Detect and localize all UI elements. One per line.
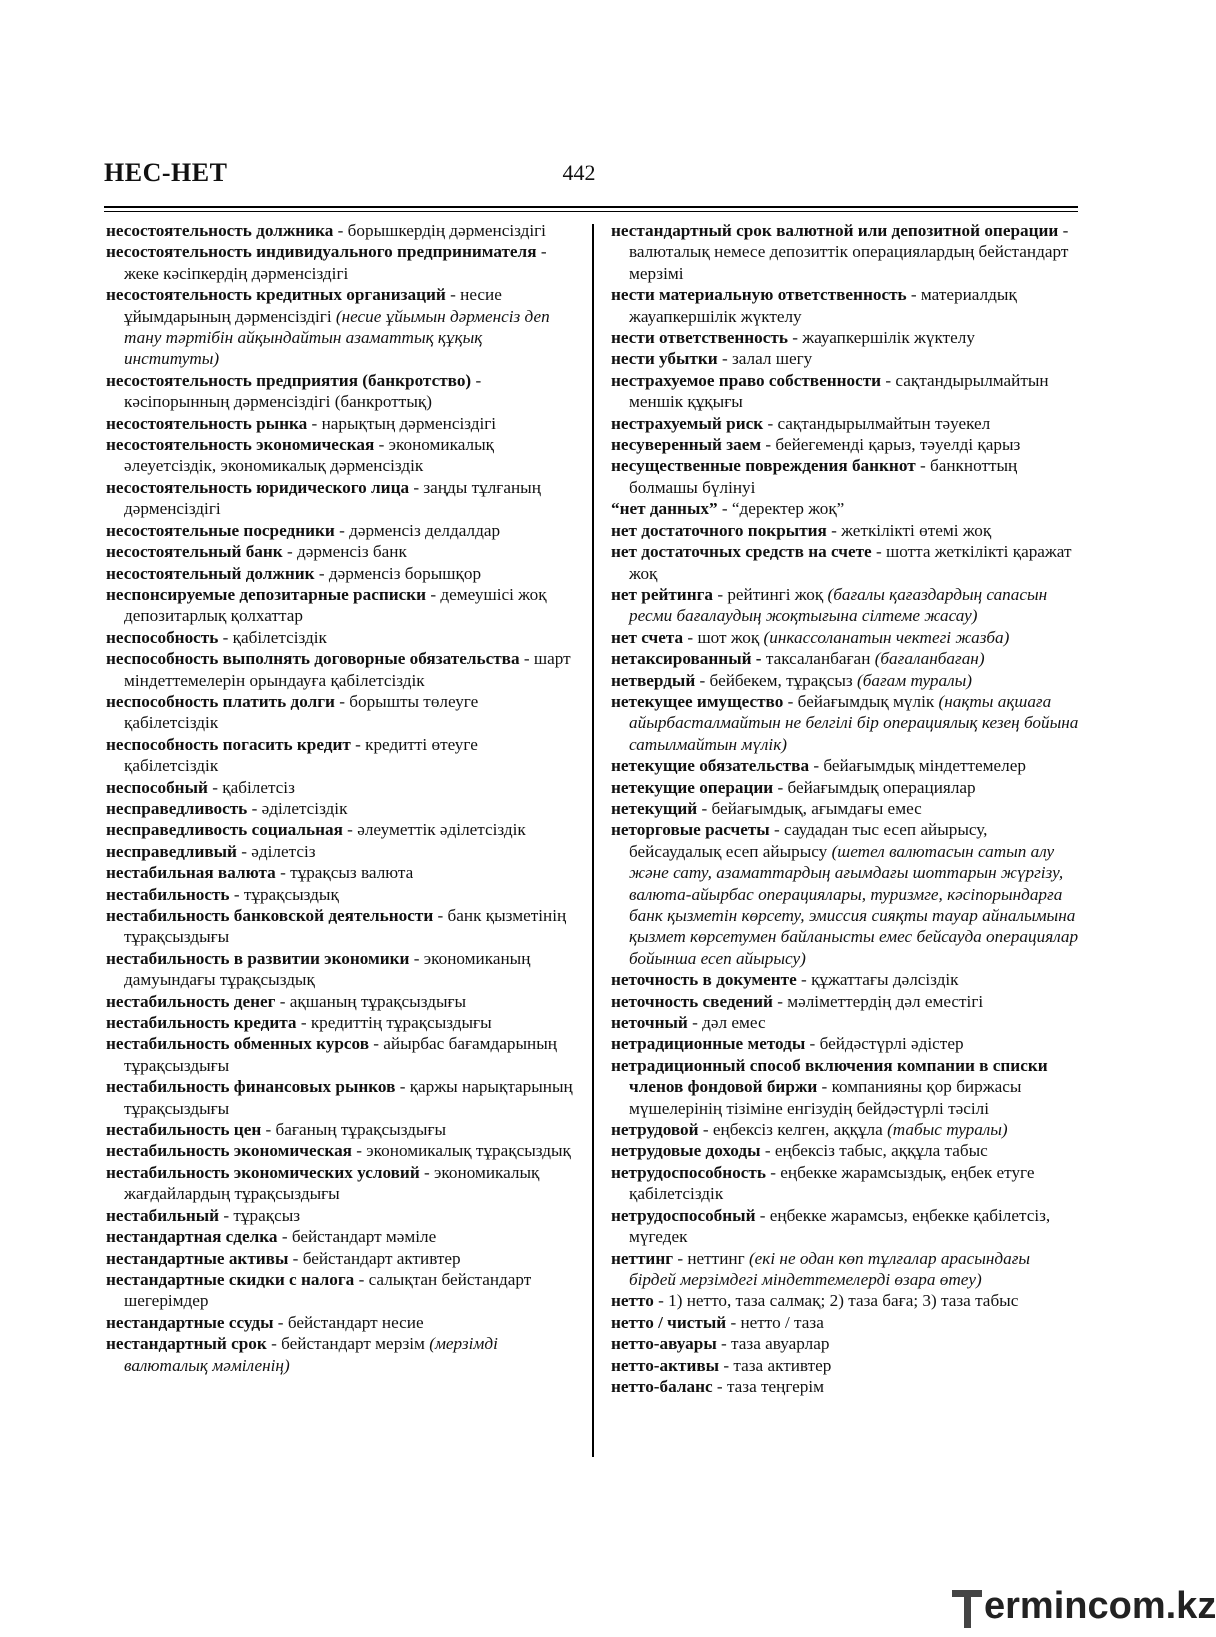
entry-term: нестабильность цен [106,1120,262,1140]
entry-definition: - дәрменсіз делдалдар [334,520,501,540]
entry-definition: - борышты төлеуге қабілетсіздік [124,691,479,733]
dictionary-entry [106,520,576,541]
dictionary-entry [611,1012,1081,1033]
dictionary-entry [106,1076,576,1119]
entry-term: нетрудоспособность [611,1162,766,1182]
dictionary-entry [611,284,1081,327]
dictionary-entry [611,1119,1081,1140]
dictionary-entry [106,884,576,905]
entry-term: несостоятельность предприятия (банкротство) [106,370,472,390]
entry-term: нестандартная сделка [106,1227,278,1247]
entry-term: нестабильность экономических условий [106,1162,420,1182]
entry-definition: - валюталық немесе депозиттік операциялардың бейстандарт мерзімі [629,221,1069,283]
entry-definition: - экономикалық жағдайлардың тұрақсыздығы [124,1162,540,1204]
entry-term: несправедливость социальная [106,820,343,840]
entry-definition: - еңбекке жарамсыз, еңбекке қабілетсіз, мүгедек [629,1205,1051,1247]
dictionary-entry [106,948,576,991]
dictionary-entry [611,455,1081,498]
dictionary-entry [611,584,1081,627]
dictionary-entry [106,819,576,840]
dictionary-entry [106,541,576,562]
dictionary-entry [106,1248,576,1269]
entry-definition: - шарт міндеттемелерін орындауға қабілетсіздік [124,649,571,690]
dictionary-entry [106,798,576,819]
entry-term: нетекущее имущество [611,691,784,711]
entry-term: нет счета [611,627,684,647]
entry-note: (бағалы қағаздардың сапасын ресми бағалаудың жоқтығына сілтеме жасау) [629,584,1048,626]
dictionary-entry [106,648,576,691]
entry-definition: - бейағымдық операциялар [773,777,976,797]
entry-term: неспособность платить долги [106,691,335,711]
entry-term: неточный [611,1013,688,1033]
entry-definition: - дәрменсіз борышқор [314,563,482,583]
dictionary-entry [106,1226,576,1247]
entry-definition: - несие ұйымдарының дәрменсіздігі [124,285,502,326]
entry-term: нет рейтинга [611,584,714,604]
dictionary-entry [106,691,576,734]
dictionary-entry [611,691,1081,755]
entry-term: несущественные повреждения банкнот [611,456,916,476]
entry-term: нестабильность обменных курсов [106,1034,369,1054]
entry-term: нестабильность экономическая [106,1141,352,1161]
dictionary-entry [611,670,1081,691]
entry-definition: - кредиттің тұрақсыздығы [296,1013,492,1033]
entry-term: нетвердый [611,670,696,690]
dictionary-entry [106,1205,576,1226]
dictionary-entry [611,648,1081,669]
entry-definition: - еңбексіз келген, аққұла [698,1120,888,1140]
entry-term: нетрудоспособный [611,1205,756,1225]
entry-term: нестандартный срок [106,1334,267,1354]
dictionary-entry [106,627,576,648]
entry-definition: - “деректер жоқ” [717,499,845,519]
terminkom-watermark [952,1580,1216,1628]
entry-term: нет достаточного покрытия [611,520,827,540]
entry-definition: - борышкердің дәрменсіздігі [333,221,546,240]
entry-definition: - әділетсіз [236,841,316,861]
entry-definition: - бейбекем, тұрақсыз [695,670,858,690]
entry-definition: - дәрменсіз банк [282,542,407,562]
entry-term: несостоятельность рынка [106,413,308,433]
entry-definition: - бейстандарт несие [273,1312,424,1332]
dictionary-entry [611,627,1081,648]
dictionary-entry [611,1162,1081,1205]
header-rule-thin [104,211,1078,212]
entry-term: несостоятельность индивидуального предпринимателя [106,242,537,262]
entry-definition: - нарықтың дәрменсіздігі [307,413,497,433]
dictionary-entry [611,777,1081,798]
dictionary-entry [611,370,1081,413]
entry-definition: - бейстандарт активтер [288,1248,461,1268]
entry-term: нестрахуемое право собственности [611,370,882,390]
entry-definition: - неттинг [673,1248,749,1268]
dictionary-entry [106,1033,576,1076]
entry-definition: - мәліметтердің дәл еместігі [772,991,984,1011]
entry-definition: - таза теңгерім [712,1376,825,1396]
dictionary-entry [611,220,1081,284]
entry-definition: - кәсіпорынның дәрменсіздігі (банкроттық) [124,370,482,412]
dictionary-entry [611,1312,1081,1333]
entry-definition: - компанияны қор биржасы мүшелерінің тізіміне енгізудің бейдәстүрлі тәсілі [629,1077,1022,1118]
entry-term: несостоятельность юридического лица [106,477,410,497]
entry-term: нетрудовой [611,1120,699,1140]
dictionary-entry [611,991,1081,1012]
entry-definition: - қабілетсіз [207,777,295,797]
entry-definition: - шот жоқ [683,627,764,647]
entry-note: (табыс туралы) [887,1120,1008,1140]
entry-term: неспонсируемые депозитарные расписки [106,584,427,604]
dictionary-entry [106,584,576,627]
entry-definition: - бейегемендi қарыз, тәуелдi қарыз [761,435,1021,455]
entry-term: неспособность [106,627,219,647]
entry-term: нестандартные скидки с налога [106,1269,355,1289]
entry-term: нестабильность в развитии экономики [106,948,410,968]
entry-term: нестабильность кредита [106,1013,297,1033]
entry-definition: - материалдық жауапкершілік жүктелу [629,285,1017,326]
entry-term: несправедливый [106,841,237,861]
entry-term: несостоятельные посредники [106,520,335,540]
dictionary-entry [611,348,1081,369]
entry-term: несостоятельность кредитных организаций [106,285,446,305]
entry-note: (бағам туралы) [857,670,972,690]
entry-term: нетто [611,1291,654,1311]
entry-definition: - әлеуметтік әділетсіздік [342,820,526,840]
entry-term: нетто / чистый [611,1312,727,1332]
entry-definition: - дәл емес [687,1013,766,1033]
dictionary-entry [611,1033,1081,1054]
entry-definition: - банк қызметінің тұрақсыздығы [124,906,567,947]
dictionary-entry [106,905,576,948]
entry-definition: - қаржы нарықтарының тұрақсыздығы [124,1077,573,1118]
entry-term: неттинг [611,1248,674,1268]
dictionary-entry [106,370,576,413]
entry-definition: - экономикалық тұрақсыздық [351,1141,571,1161]
entry-term: нестабильность банковской деятельности [106,906,434,925]
entry-term: нестабильный [106,1205,220,1225]
entry-definition: - бейстандарт мәміле [277,1227,437,1247]
entry-note: (нақты ақшаға айырбасталмайтын не белгілі бір операциялық кезең бойына сатылмайтын мүлік) [629,691,1079,754]
entry-term: несуверенный заем [611,435,762,455]
dictionary-entry [611,1355,1081,1376]
entry-term: нетто-активы [611,1355,720,1375]
entry-definition: - еңбексіз табыс, аққұла табыс [760,1141,988,1161]
right-column [611,220,1081,1397]
dictionary-entry [106,284,576,370]
entry-definition: - таза авуарлар [716,1334,830,1354]
entry-term: нестабильность денег [106,991,276,1011]
entry-definition: - саудадан тыс есеп айырысу, бейсаудалық есеп айырысу [629,820,988,861]
entry-term: несостоятельность должника [106,221,334,240]
dictionary-entry [611,819,1081,969]
entry-note: (инкассоланатын чектегі жазба) [763,627,1010,647]
entry-term: “нет данных” [611,499,718,519]
entry-definition: - демеушісі жоқ депозитарлық қолхаттар [124,584,547,626]
entry-definition: - таза активтер [719,1355,832,1375]
entry-definition: - айырбас бағамдарының тұрақсыздығы [124,1034,557,1075]
entry-note: (екі не одан көп тұлғалар арасындағы бірдей мерзімдегі міндеттемелерді өзара өтеу) [629,1248,1031,1289]
dictionary-entry [611,413,1081,434]
dictionary-entry [106,991,576,1012]
entry-definition: - рейтингі жоқ [713,584,828,604]
dictionary-entry [611,1333,1081,1354]
entry-term: неспособность выполнять договорные обязательства [106,649,520,669]
dictionary-entry [106,862,576,883]
dictionary-entry [611,498,1081,519]
entry-definition: - бағаның тұрақсыздығы [261,1120,447,1140]
entry-term: неспособный [106,777,208,797]
entry-definition: - тұрақсыздық [229,884,339,904]
entry-term: нетрудовые доходы [611,1141,761,1161]
entry-definition: - тұрақсыз [219,1205,301,1225]
dictionary-entry [106,1119,576,1140]
dictionary-entry [106,477,576,520]
entry-term: неспособность погасить кредит [106,734,351,754]
entry-definition: - заңды тұлғаның дәрменсіздігі [124,477,541,519]
entry-definition: - ақшаның тұрақсыздығы [275,991,467,1011]
entry-definition: - қабілетсіздік [218,627,327,647]
entry-term: нестандартные ссуды [106,1312,274,1332]
left-column [106,220,576,1376]
entry-definition: - залал шегу [717,349,813,369]
entry-note: (шетел валютасын сатып алу және сату, азаматтардың ағымдағы шоттарын жүргізу, валюта-айырбас операциялары, туризмге, кәсіпорындарға банк қызметін көрсету, эмиссия сияқты тауар айналымына қызмет көрсетумен байланысты емес бейсауда операциялар бойынша есеп айырысу) [629,841,1079,968]
entry-definition: - салықтан бейстандарт шегерімдер [124,1269,532,1311]
entry-term: нетрадиционные методы [611,1034,806,1054]
entry-definition: - жауапкершілік жүктелу [787,328,975,348]
dictionary-entry [106,734,576,777]
dictionary-entry [106,841,576,862]
dictionary-entry [611,1376,1081,1397]
dictionary-entry [611,1248,1081,1291]
entry-definition: - жеткілікті өтемі жоқ [826,520,992,540]
entry-definition: - экономикалық әлеуетсіздік, экономикалық дәрменсіздік [124,435,494,476]
entry-term: нести материальную ответственность [611,285,907,305]
entry-term: нести ответственность [611,328,788,348]
entry-term: нестандартные активы [106,1248,289,1268]
header-rule-thick [104,206,1078,208]
dictionary-entry [611,520,1081,541]
entry-definition: - бейдәстүрлі әдістер [805,1034,964,1054]
dictionary-entry [106,1312,576,1333]
dictionary-entry [106,241,576,284]
page-header-title: НЕС-НЕТ [104,158,228,187]
entry-term: нестабильная валюта [106,863,276,883]
dictionary-entry [106,777,576,798]
entry-definition: - сақтандырылмайтын меншік құқығы [629,370,1049,412]
entry-term: нестрахуемый риск [611,413,764,433]
entry-definition: - бейстандарт мерзім [266,1334,430,1354]
logo-t-icon [952,1588,982,1628]
entry-definition: - 1) нетто, таза салмақ; 2) таза баға; 3) таза табыс [653,1291,1019,1311]
entry-term: нетто-авуары [611,1334,717,1354]
entry-definition: - әділетсіздік [247,798,348,818]
dictionary-entry [106,563,576,584]
dictionary-entry [106,1162,576,1205]
watermark-domain: .kz [1165,1585,1216,1627]
entry-definition: - сақтандырылмайтын тәуекел [763,413,991,433]
entry-term: нетаксированный - [611,649,762,669]
entry-term: нетекущий [611,798,698,818]
entry-definition: - бейағымдық, ағымдағы емес [697,798,922,818]
dictionary-entry [611,1205,1081,1248]
dictionary-entry [611,1055,1081,1119]
entry-definition: - экономиканың дамуындағы тұрақсыздық [124,948,531,990]
watermark-text: ermincom [984,1585,1166,1627]
entry-definition: - жеке кәсіпкердің дәрменсіздігі [124,242,547,283]
entry-note: (мерзімді валюталық мәміленің) [124,1334,498,1375]
entry-term: несправедливость [106,798,248,818]
dictionary-entry [611,1140,1081,1161]
entry-definition: - бейағымдық мүлік [783,691,939,711]
dictionary-entry [106,434,576,477]
entry-term: нетекущие операции [611,777,774,797]
entry-definition: - тұрақсыз валюта [275,863,414,883]
dictionary-entry [106,1269,576,1312]
entry-term: нет достаточных средств на счете [611,542,872,562]
dictionary-entry [611,327,1081,348]
entry-term: нестабильность [106,884,230,904]
dictionary-entry [611,541,1081,584]
dictionary-entry [611,434,1081,455]
dictionary-entry [106,1333,576,1376]
entry-definition: - шотта жеткілікті қаражат жоқ [629,542,1072,583]
entry-term: несостоятельный должник [106,563,315,583]
entry-definition: таксаланбаған [761,649,875,669]
entry-definition: - еңбекке жарамсыздық, еңбек етуге қабілетсіздік [629,1162,1035,1204]
entry-term: несостоятельность экономическая [106,435,375,455]
entry-term: нестабильность финансовых рынков [106,1077,396,1097]
entry-term: неторговые расчеты [611,820,770,840]
entry-term: неточность сведений [611,991,773,1011]
entry-note: (несие ұйымын дәрменсіз деп тану тәртібін айқындайтын азаматтық құқық институты) [124,306,550,369]
entry-definition: - банкноттың болмашы бүлінуі [629,456,1018,497]
dictionary-entry [106,1012,576,1033]
page-number: 442 [562,160,596,185]
entry-definition: - нетто / таза [726,1312,824,1332]
entry-note: (бағаланбаған) [874,649,985,669]
entry-term: нетто-баланс [611,1376,713,1396]
entry-definition: - құжаттағы дәлсіздік [796,970,959,990]
dictionary-entry [611,969,1081,990]
entry-term: нетекущие обязательства [611,756,810,776]
entry-definition: - бейағымдық міндеттемелер [809,756,1026,776]
dictionary-entry [106,413,576,434]
column-divider [592,224,594,1457]
entry-term: неточность в документе [611,970,797,990]
dictionary-entry [611,1290,1081,1311]
dictionary-entry [611,798,1081,819]
dictionary-entry [106,220,576,241]
entry-definition: - кредитті өтеуге қабілетсіздік [124,734,478,776]
entry-term: нетрадиционный способ включения компании в списки членов фондовой биржи [611,1055,1048,1097]
entry-term: нестандартный срок валютной или депозитной операции [611,221,1059,240]
dictionary-entry [106,1140,576,1161]
dictionary-entry [611,755,1081,776]
entry-term: несостоятельный банк [106,542,283,562]
entry-term: нести убытки [611,349,718,369]
